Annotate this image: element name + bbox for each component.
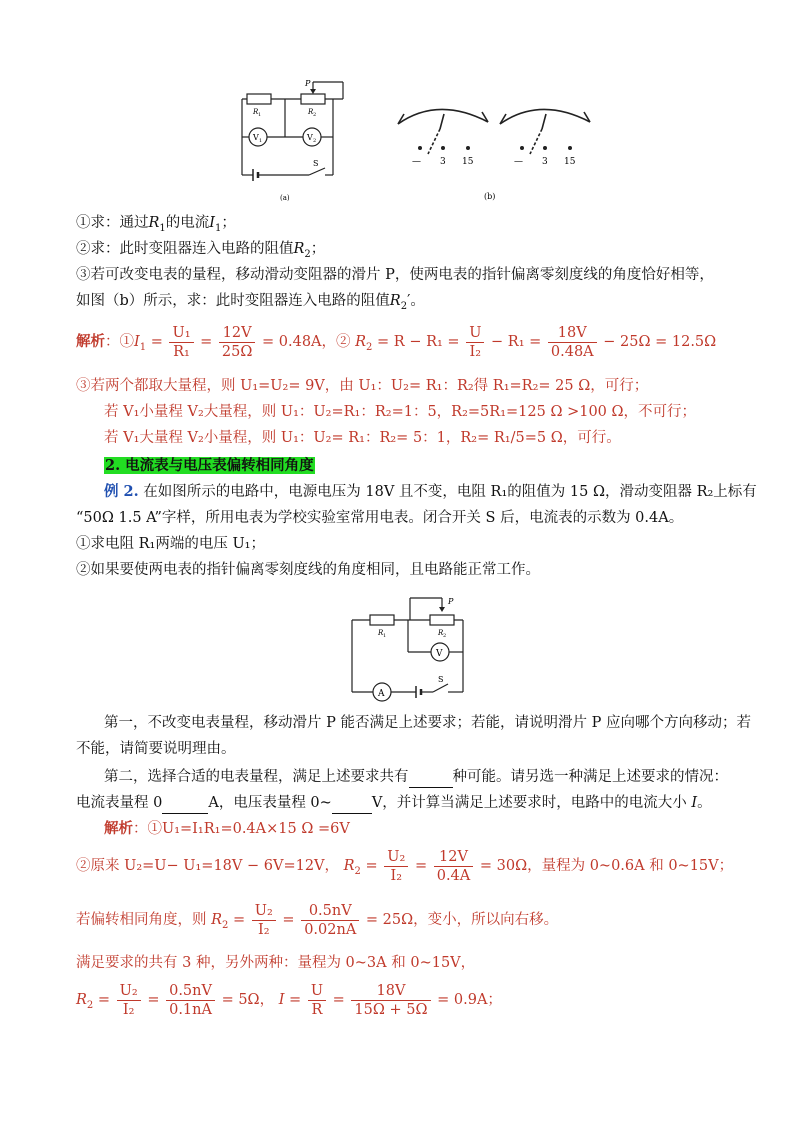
fig-b-minus-right: — <box>514 157 523 167</box>
solution-line-1: ③若两个都取大量程，则 U₁=U₂= 9V，由 U₁：U₂= R₁：R₂得 R₁=R₂= 25 Ω，可行； <box>76 378 649 394</box>
fig-a-v2-label: V <box>307 133 313 142</box>
fig2-r2-label: R <box>438 629 444 637</box>
solution-line-2: 若 V₁小量程 V₂大量程，则 U₁：U₂=R₁：R₂=1：5，R₂=5R₁=125 Ω >100 Ω，不可行； <box>104 404 697 420</box>
fig2-r1-sub: 1 <box>383 633 387 639</box>
blank-count[interactable] <box>409 787 453 788</box>
fig-a-r2-label: R <box>308 108 314 116</box>
question-2: ②求：此时变阻器连入电路的阻值$R_2$； <box>76 241 326 260</box>
fig2-p-label: P <box>448 597 454 606</box>
fig-a-p-label: P <box>305 79 311 88</box>
solution-line-3: 若 V₁大量程 V₂小量程，则 U₁：U₂= R₁：R₂= 5：1，R₂= R₁/5=5 Ω，可行。 <box>104 430 621 446</box>
answer-line-5: $R_2$ = $\frac{\text{U₂}}{\text{I₂}}$ = $\frac{0.5nV}{0.1nA}$ = 5Ω， I = $\frac{U}{R}$ = $\frac{18V}{15\Omega + 5\Omega}$ = 0.9A； <box>76 982 502 1018</box>
fig-a-r2-sub: 2 <box>313 112 317 118</box>
fig2-a-label: A <box>378 689 385 699</box>
fig-a-r1-label: R <box>253 108 259 116</box>
fig-b-minus-left: — <box>412 157 421 167</box>
example-2-line-2: “50Ω 1.5 A”字样，所用电表为学校实验室常用电表。闭合开关 S 后，电流表的示数为 0.4A。 <box>76 510 684 526</box>
meter-figure-b <box>388 84 608 206</box>
section-2-heading: 2. 电流表与电压表偏转相同角度 <box>105 457 314 474</box>
fig-a-v1-label: V <box>253 133 259 142</box>
fig-b-three-right: 3 <box>542 157 548 167</box>
fig2-v-label: V <box>436 649 443 659</box>
blank-ammeter-range[interactable] <box>162 813 208 814</box>
fig-a-v1-sub: 1 <box>259 138 263 144</box>
answer-line-1: 解析：①U₁=I₁R₁=0.4A×15 Ω =6V <box>104 820 350 837</box>
example-2-question-2: ②如果要使两电表的指针偏离零刻度线的角度相同，且电路能正常工作。 <box>76 562 540 578</box>
part-1-line-2: 不能，请简要说明理由。 <box>76 741 236 757</box>
circuit-figure-a <box>225 72 360 207</box>
part-2-line-1: 第二，选择合适的电表量程，满足上述要求共有 种可能。请另选一种满足上述要求的情况： <box>104 766 734 788</box>
circuit-figure-2 <box>348 590 478 702</box>
question-1: ①求：通过$R_1$的电流$I_1$； <box>76 215 236 234</box>
answer-line-3: 若偏转相同角度，则 $R_2$ = $\frac{\text{U₂}}{\text{I₂}}$ = $\frac{0.5nV}{0.02nA}$ = 25Ω，变小，所以向右移。 <box>76 902 559 938</box>
answer-line-2: ②原来 U₂=U− U₁=18V − 6V=12V， $R_2$ = $\frac{\text{U₂}}{\text{I₂}}$ = $\frac{12V}{0.4A}$ = 30Ω，量程为 0~0.6A 和 0~15V； <box>76 848 734 884</box>
fig-b-fifteen-left: 15 <box>462 157 474 167</box>
blank-voltmeter-range[interactable] <box>332 813 372 814</box>
fig-a-r1-sub: 1 <box>258 112 262 118</box>
fig2-r2-sub: 2 <box>443 633 447 639</box>
solution-label: 解析 <box>76 333 105 350</box>
answer-line-4: 满足要求的共有 3 种，另外两种：量程为 0~3A 和 0~15V， <box>76 955 476 971</box>
part-1-line-1: 第一，不改变电表量程，移动滑片 P 能否满足上述要求；若能，请说明滑片 P 应向哪个方向移动；若 <box>104 715 751 731</box>
part-2-line-2: 电流表量程 0 A，电压表量程 0~ V，并计算当满足上述要求时，电路中的电流大小 I。 <box>76 792 734 814</box>
fig-b-three-left: 3 <box>440 157 446 167</box>
example-2-question-1: ①求电阻 R₁两端的电压 U₁； <box>76 536 265 552</box>
fig-a-caption: (a) <box>280 194 290 202</box>
fig2-r1-label: R <box>378 629 384 637</box>
fig-a-s-label: S <box>313 159 319 168</box>
fig-a-v2-sub: 2 <box>313 138 317 144</box>
solution-equation-line: 解析：$①I_1$ = $\frac{\text{U₁}}{\text{R₁}}$ = $\frac{12V}{25\Omega}$ = 0.48A，② $R_2 = R - R_1$ = $\frac{U}{\text{I₂}}$ − R₁ = $\frac{18V}{0.48A}$ − 25Ω = 12.5Ω <box>76 324 717 360</box>
fig2-s-label: S <box>438 675 444 684</box>
question-3: ③若可改变电表的量程，移动滑动变阻器的滑片 P，使两电表的指针偏离零刻度线的角度恰好相等， <box>76 267 714 283</box>
question-3-cont: 如图（b）所示，求：此时变阻器连入电路的阻值$R_2'$。 <box>76 293 425 312</box>
fig-b-caption: (b) <box>484 192 496 201</box>
fig-b-fifteen-right: 15 <box>564 157 576 167</box>
example-2-line-1: 例 2. 在如图所示的电路中，电源电压为 18V 且不变，电阻 R₁的阻值为 15 Ω，滑动变阻器 R₂上标有 <box>104 483 757 500</box>
